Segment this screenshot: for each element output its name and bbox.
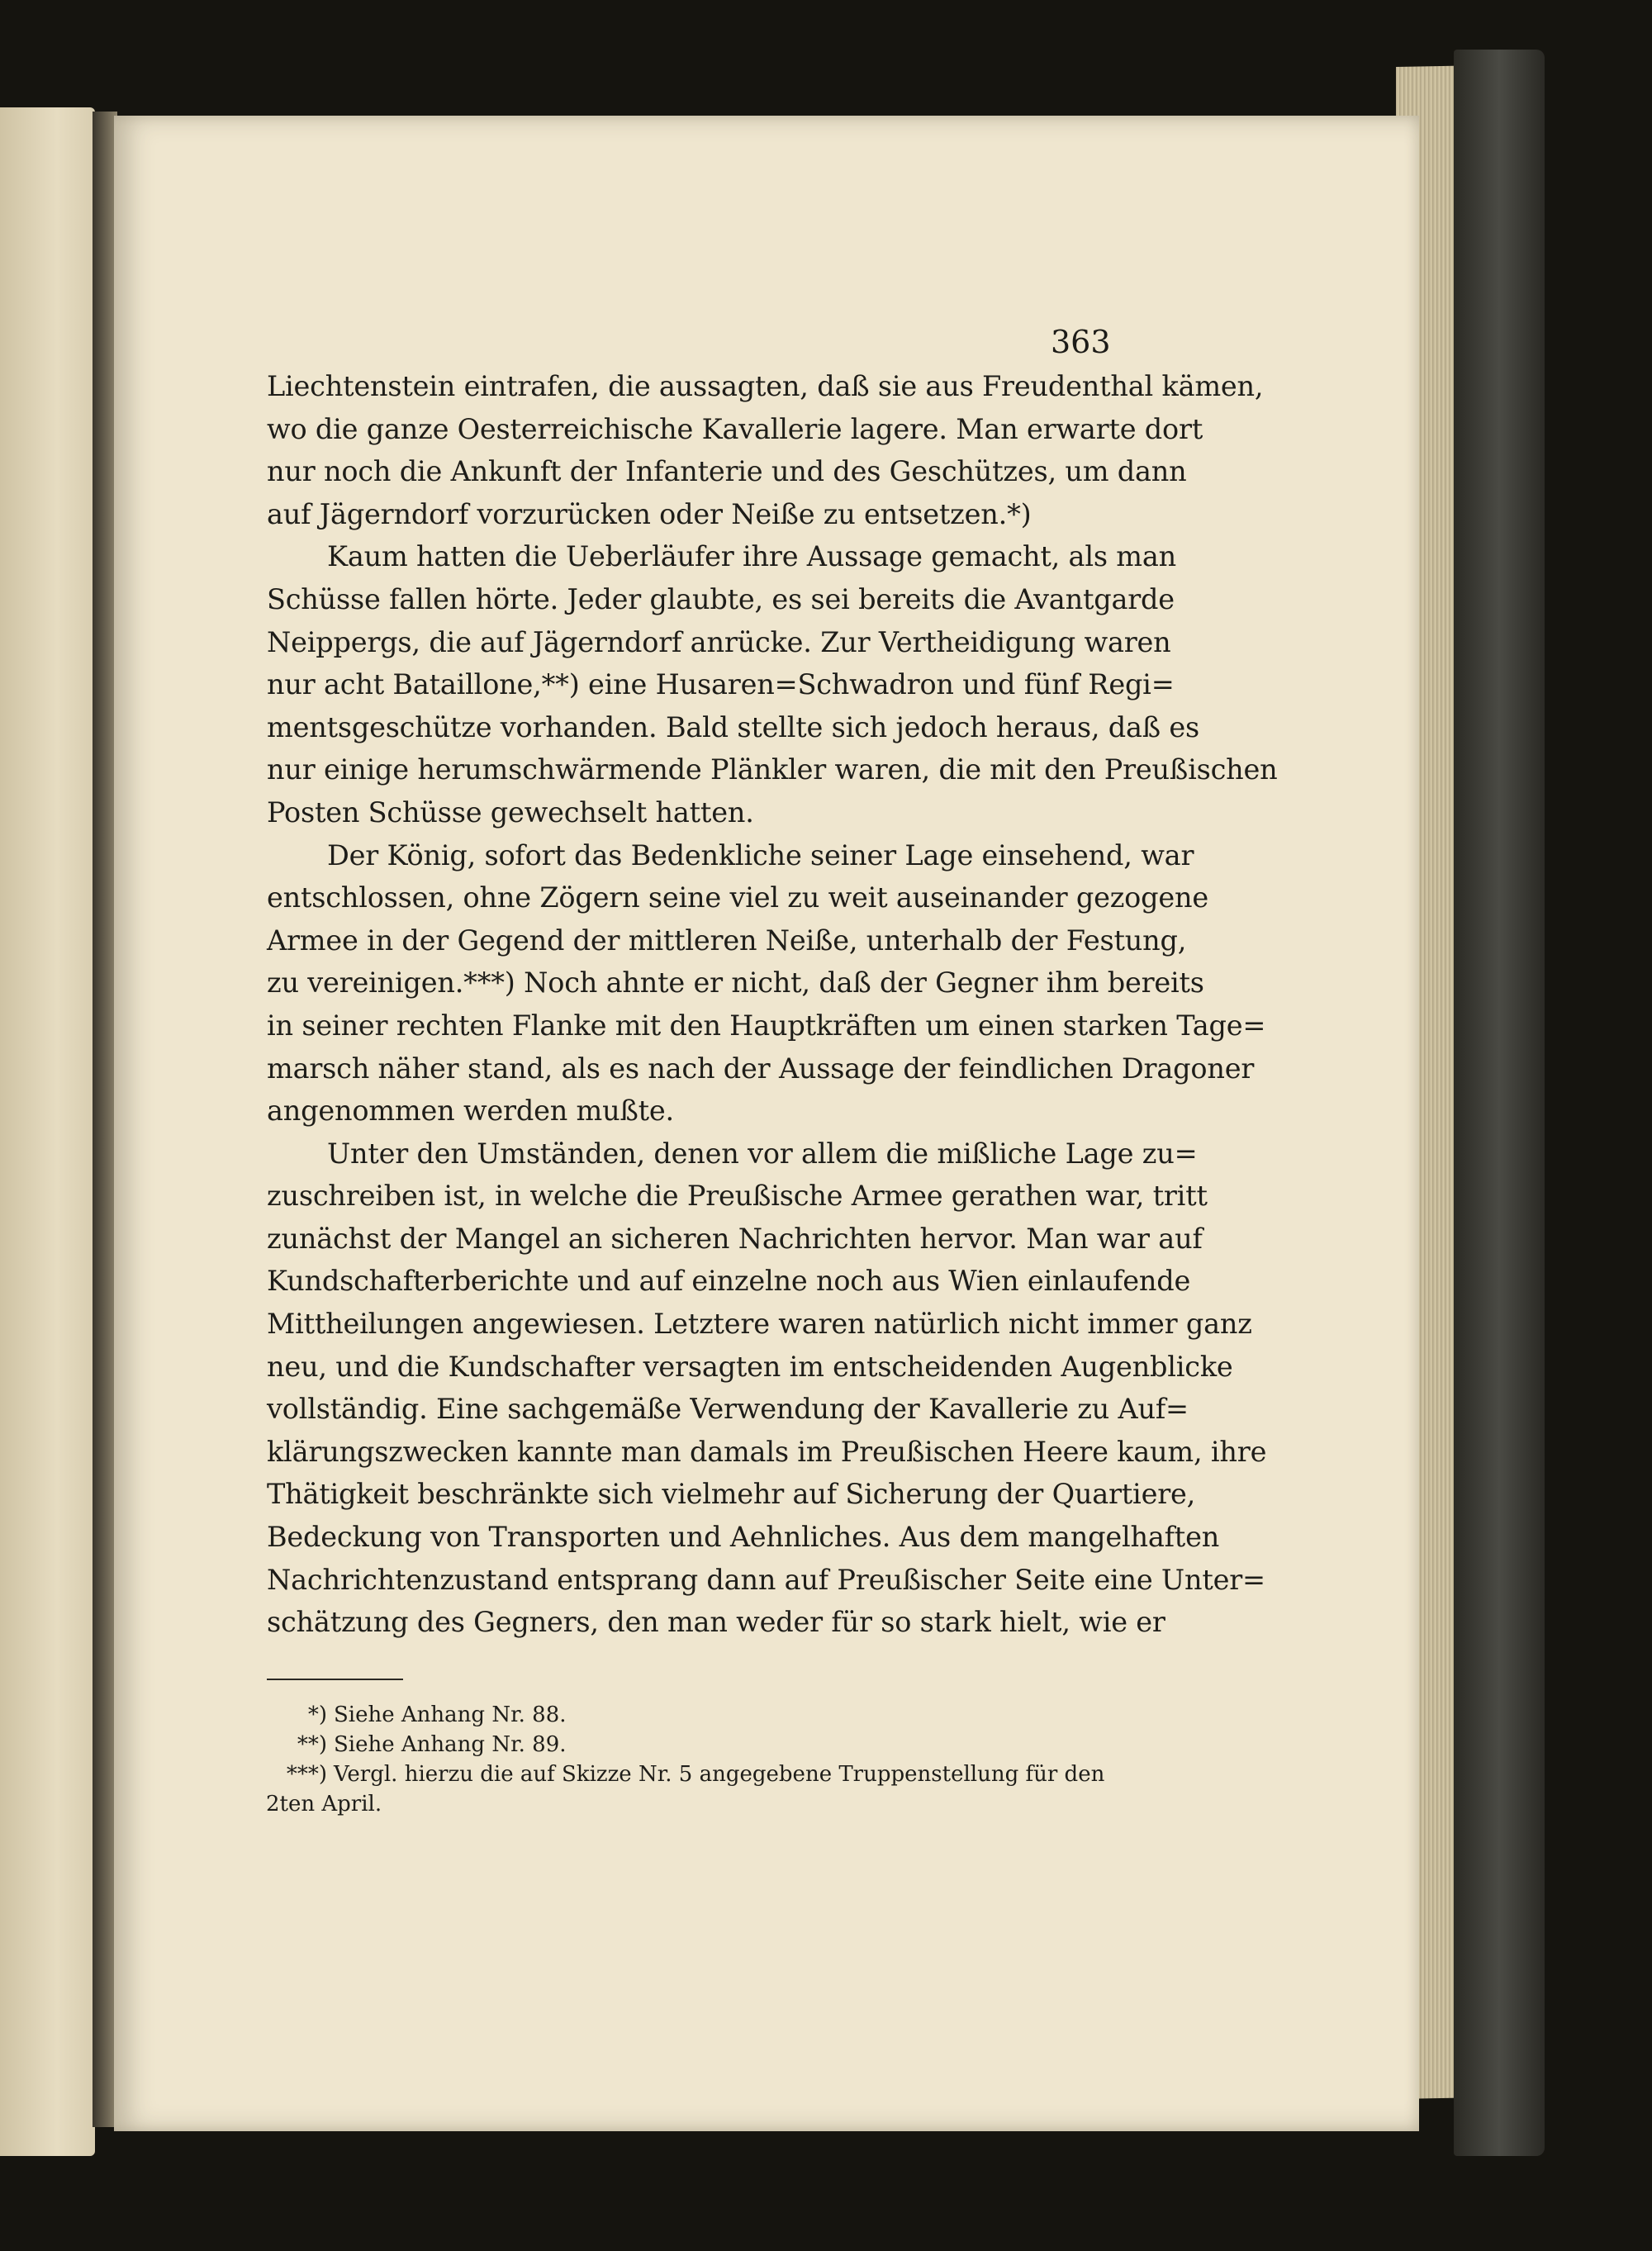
text-line: Unter den Umständen, denen vor allem die mißliche Lage zu=	[327, 1137, 1198, 1170]
text-line: nur einige herumschwärmende Plänkler waren, die mit den Preußischen	[267, 753, 1278, 786]
text-line: zuschreiben ist, in welche die Preußische Armee gerathen war, tritt	[267, 1180, 1208, 1213]
text-line: mentsgeschütze vorhanden. Bald stellte sich jedoch heraus, daß es	[267, 710, 1200, 743]
footnote-text: Siehe Anhang Nr. 88.	[334, 1702, 567, 1727]
text-line: auf Jägerndorf vorzurücken oder Neiße zu entsetzen.*)	[267, 497, 1032, 530]
text-line: Schüsse fallen hörte. Jeder glaubte, es sei bereits die Avantgarde	[267, 582, 1175, 615]
text-line: Bedeckung von Transporten und Aehnliches. Aus dem mangelhaften	[267, 1521, 1220, 1554]
footnote	[236, 1700, 1092, 1730]
text-line: Der König, sofort das Bedenkliche seiner Lage einsehend, war	[327, 838, 1194, 871]
footnote	[236, 1759, 1105, 1789]
text-line: marsch näher stand, als es nach der Aussage der feindlichen Dragoner	[267, 1052, 1255, 1085]
footnote-rule	[267, 1679, 403, 1680]
text-line: Neippergs, die auf Jägerndorf anrücke. Zur Vertheidigung waren	[267, 625, 1171, 658]
book-cover	[1454, 50, 1545, 2156]
text-line: Liechtenstein eintrafen, die aussagten, daß sie aus Freudenthal kämen,	[267, 370, 1264, 402]
text-line: schätzung des Gegners, den man weder für so stark hielt, wie er	[267, 1606, 1165, 1639]
text-line: neu, und die Kundschafter versagten im entscheidenden Augenblicke	[267, 1350, 1233, 1383]
text-line: nur acht Bataillone,**) eine Husaren=Schwadron und fünf Regi=	[267, 668, 1175, 701]
page-number: 363	[1051, 324, 1111, 360]
footnote-text: Vergl. hierzu die auf Skizze Nr. 5 angegebene Truppenstellung für den	[334, 1762, 1105, 1787]
left-page-edge	[0, 107, 95, 2156]
text-line: entschlossen, ohne Zögern seine viel zu weit auseinander gezogene	[267, 881, 1209, 914]
text-line: zunächst der Mangel an sicheren Nachrichten hervor. Man war auf	[267, 1222, 1203, 1255]
footnote-mark: ***)	[286, 1762, 327, 1787]
text-line: nur noch die Ankunft der Infanterie und des Geschützes, um dann	[267, 455, 1187, 488]
text-line: Armee in der Gegend der mittleren Neiße, unterhalb der Festung,	[267, 924, 1187, 957]
text-line: angenommen werden mußte.	[267, 1095, 675, 1128]
footnote-mark: **)	[297, 1732, 327, 1757]
body-text	[267, 365, 1278, 1644]
text-line: in seiner rechten Flanke mit den Hauptkräften um einen starken Tage=	[267, 1009, 1266, 1042]
footnote-mark: *)	[307, 1702, 327, 1727]
text-line: vollständig. Eine sachgemäße Verwendung der Kavallerie zu Auf=	[267, 1393, 1189, 1426]
text-line: Posten Schüsse gewechselt hatten.	[267, 795, 754, 829]
text-line: klärungszwecken kannte man damals im Preußischen Heere kaum, ihre	[267, 1435, 1267, 1468]
text-line: Kundschafterberichte und auf einzelne noch aus Wien einlaufende	[267, 1265, 1191, 1298]
text-line: Nachrichtenzustand entsprang dann auf Preußischer Seite eine Unter=	[267, 1563, 1265, 1596]
footnote-text: Siehe Anhang Nr. 89.	[334, 1732, 567, 1757]
footnotes	[236, 1700, 1105, 1819]
text-line: Thätigkeit beschränkte sich vielmehr auf Sicherung der Quartiere,	[267, 1478, 1196, 1511]
text-line: zu vereinigen.***) Noch ahnte er nicht, daß der Gegner ihm bereits	[267, 966, 1204, 1000]
text-line: Mittheilungen angewiesen. Letztere waren natürlich nicht immer ganz	[267, 1308, 1252, 1341]
footnote-continuation: 2ten April.	[266, 1792, 382, 1816]
footnote	[236, 1730, 1092, 1759]
text-line: Kaum hatten die Ueberläufer ihre Aussage gemacht, als man	[327, 540, 1176, 573]
text-line: wo die ganze Oesterreichische Kavallerie lagere. Man erwarte dort	[267, 412, 1203, 445]
